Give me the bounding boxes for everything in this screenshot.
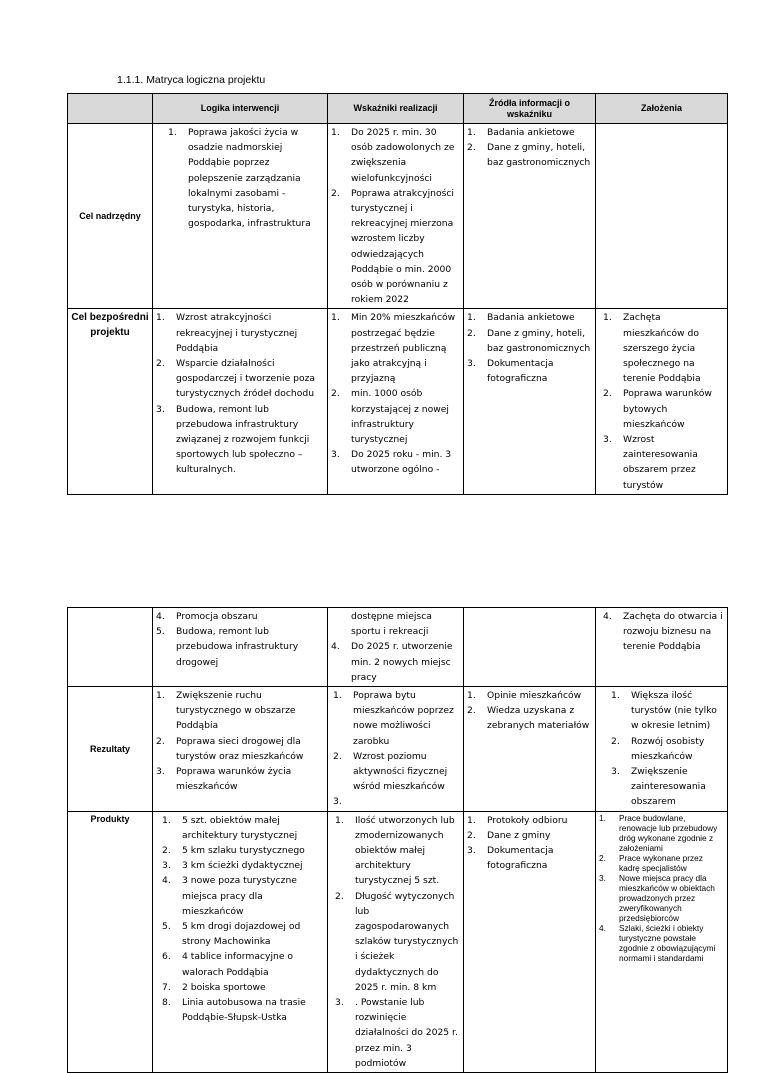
list-item-number: 1. [335,814,344,826]
list-item-text: Protokoły odbioru [487,814,568,826]
list-item-text: Opinie mieszkańców [487,690,582,702]
list-item-number: 3. [599,872,606,883]
list-item [331,447,460,477]
list-item-number: 2. [156,358,165,370]
list-item [156,609,324,624]
cell-zrodla [464,309,596,494]
cell-logika [153,687,328,812]
list-item [331,125,460,186]
header-logika: Logika interwencji [153,94,328,124]
list-item-number: 3. [156,766,165,778]
row-label: Rezultaty [68,687,153,812]
list-item-text: Prace budowlane, renowacje lub przebudowy dróg wykonane zgodnie z założeniami [619,812,718,853]
list-item-number: 3. [467,845,476,857]
header-zalozenia: Założenia [596,94,728,124]
logic-matrix-table-page1 [67,93,728,495]
list-item [467,326,592,356]
list-item-number: 2. [333,750,342,762]
list-item-number: 1. [467,814,476,826]
list-item [467,828,592,843]
list-item-number [331,609,351,639]
list-item-text: Budowa, remont lub przebudowa infrastruktury drogowej [176,626,299,668]
table-row [68,811,728,1072]
list-item-text: Dane z gminy, hoteli, baz gastronomicznych [487,327,591,354]
list-item-number: 4. [331,641,340,653]
list-item [467,125,592,140]
list-item-number: 1. [331,127,340,138]
list-item-number: 3. [611,766,620,778]
list-item-text: Linia autobusowa na trasie Poddąbie-Słupsk-Ustka [182,997,306,1024]
list-item-text: Dane z gminy [487,829,551,841]
cell-zrodla [464,687,596,812]
list-item-number: 3. [162,860,171,872]
list-item-number: 2. [603,388,612,400]
list-item-text: Dokumentacja fotograficzna [487,358,554,385]
list-item-text: Poprawa sieci drogowej dla turystów oraz mieszkańców [176,735,304,762]
table-row [68,608,728,687]
row-label [68,608,153,687]
list-item [611,764,724,810]
list-item-number: 1. [168,127,177,138]
header-zrodla: Źródła informacji o wskaźniku [464,94,596,124]
list-item-text: Badania ankietowe [487,127,575,138]
list-item [333,794,460,809]
list-item-text: Zwiększenie zainteresowania obszarem [631,766,706,808]
list-item-number: 2. [467,327,476,339]
list-item [156,734,324,764]
list-item-number: 1. [611,690,620,702]
list-item-text: Nowe miejsca pracy dla mieszkańców w obiektach prowadzonych przez zweryfikowanych przedsiębiorców [619,872,715,923]
list-item [331,639,460,685]
list-item [603,386,724,432]
list-item-number: 7. [162,981,171,993]
cell-logika [153,124,328,309]
list-item-number: 2. [331,187,340,199]
list-item-number: 2. [599,852,606,863]
list-item-text: dostępne miejsca sportu i rekreacji [351,611,432,638]
cell-zalozenia [596,811,728,1072]
list-item-number: 4. [162,875,171,887]
list-item-text: Poprawa bytu mieszkańców poprzez nowe możliwości zarobku [353,690,454,747]
cell-logika [153,309,328,494]
list-item [331,310,460,386]
list-item-text: Wzrost poziomu aktywności fizycznej wśród mieszkańców [353,750,448,793]
list-item [331,609,460,639]
list-item-number: 3. [467,358,476,370]
row-label: Cel bezpośredni projektu [68,309,153,494]
list-item [156,356,324,402]
list-item-text: Poprawa atrakcyjności turystycznej i rekreacyjnej mierzona wzrostem liczby odwiedzających Poddąbie o min. 2000 osób w porównaniu z rokiem 2022 [351,187,454,306]
list-item-number: 1. [467,312,476,324]
list-item-number: 1. [162,814,171,826]
list-item-text: Zachęta do otwarcia i rozwoju biznesu na terenie Poddąbia [623,611,723,653]
list-item [611,734,724,764]
list-item [599,923,724,963]
list-item [335,813,460,889]
cell-logika [153,811,328,1072]
list-item [331,386,460,447]
table-row [68,309,728,494]
list-item [467,356,592,386]
list-item-text: Poprawa warunków życia mieszkańców [176,766,292,793]
list-item [467,813,592,828]
list-item-number: 3. [333,796,342,808]
list-item-text: Zachęta mieszkańców do szerszego życia społecznego na terenie Poddąbia [623,312,701,385]
list-item [162,813,324,843]
list-item-number: 1. [603,312,612,324]
table-row [68,124,728,309]
list-item [156,402,324,478]
list-item-number: 1. [331,312,340,324]
list-item-number: 2. [611,735,620,747]
list-item-text: Budowa, remont lub przebudowa infrastruktury związanej z rozwojem funkcji sportowych lub społeczno – kulturalnych. [176,403,310,476]
list-item-text: Szlaki, ścieżki i obiekty turystyczne powstałe zgodnie z obowiązującymi normami i standardami [619,922,716,963]
list-item [168,125,324,231]
cell-wskazniki [328,687,464,812]
cell-wskazniki [328,608,464,687]
list-item [599,853,724,873]
list-item-text: 5 km szlaku turystycznego [182,845,305,857]
list-item-number: 5. [162,921,171,933]
list-item [335,995,460,1071]
list-item-number: 3. [156,403,165,415]
list-item [162,980,324,995]
list-item-text: 4 tablice informacyjne o walorach Poddąbia [182,951,294,978]
list-item-text: Min 20% mieszkańców postrzegać będzie przestrzeń publiczną jako atrakcyjną i przyjazną [351,312,456,385]
list-item-number: 6. [162,951,171,963]
list-item [156,764,324,794]
cell-logika [153,608,328,687]
list-item-number: 8. [162,997,171,1009]
row-label: Produkty [68,811,153,1072]
cell-zalozenia [596,687,728,812]
list-item-text: Wsparcie działalności gospodarczej i tworzenie poza turystycznych źródeł dochodu [176,358,316,400]
list-item-text: Ilość utworzonych lub zmodernizowanych obiektów małej architektury turystycznej 5 szt. [355,814,455,887]
list-item-number: 1. [467,690,476,702]
section-heading: 1.1.1. Matryca logiczna projektu [117,74,266,86]
list-item [611,688,724,734]
list-item [156,688,324,734]
list-item [156,310,324,356]
list-item-text: Dokumentacja fotograficzna [487,845,554,872]
list-item-number: 2. [156,735,165,747]
list-item [599,873,724,923]
list-item-number: 1. [599,812,606,823]
list-item [467,703,592,733]
list-item [599,813,724,853]
list-item-number: 3. [335,997,344,1009]
list-item-number: 4. [599,922,606,933]
list-item-text: 3 nowe poza turystyczne miejsca pracy dla mieszkańców [182,875,297,917]
list-item-text: Poprawa warunków bytowych mieszkańców [623,388,712,430]
list-item-text: min. 1000 osób korzystającej z nowej infrastruktury turystycznej [351,388,449,446]
list-item-text: 5 szt. obiektów małej architektury turystycznej [182,814,298,841]
list-item-text: Wzrost zainteresowania obszarem przez turystów [623,434,698,491]
list-item-number: 2. [467,705,476,717]
list-item [331,186,460,308]
cell-zrodla [464,124,596,309]
list-item-number: 1. [156,312,165,324]
list-item [467,688,592,703]
list-item-text: Prace wykonane przez kadrę specjalistów [619,852,703,873]
logic-matrix-table-page2 [67,607,728,1073]
list-item [162,995,324,1025]
list-item-text: Poprawa jakości życia w osadzie nadmorskiej Poddąbie poprzez polepszenie zarządzania lokalnymi zasobami -turystyka, historia, gospodarka, infrastruktura [188,127,311,230]
list-item-text: Do 2025 r. min. 30 osób zadowolonych ze zwiększenia wielofunkcyjności [351,127,455,184]
list-item [467,843,592,873]
list-item-text: Większa ilość turystów (nie tylko w okresie letnim) [631,690,717,732]
list-item-text: Dane z gminy, hoteli, baz gastronomicznych [487,142,591,169]
list-item-number: 5. [156,626,165,638]
list-item [162,949,324,979]
list-item-text: 5 km drogi dojazdowej od strony Machowinka [182,921,301,948]
list-item-text: 2 boiska sportowe [182,981,266,993]
list-item-number: 4. [156,611,165,622]
cell-zalozenia [596,309,728,494]
list-item [162,858,324,873]
list-item-text: Długość wytyczonych lub zagospodarowanych szlaków turystycznych i ścieżek dydaktycznych do 2025 r. min. 8 km [355,890,459,993]
list-item-text: 3 km ścieżki dydaktycznej [182,860,303,872]
list-item-text: Do 2025 r. utworzenie min. 2 nowych miejsc pracy [351,641,453,683]
list-item-number: 2. [331,388,340,400]
cell-zrodla [464,608,596,687]
list-item [603,310,724,386]
list-item-text: Zwiększenie ruchu turystycznego w obszarze Poddąbia [176,690,296,732]
list-item-number: 2. [467,142,476,154]
cell-zalozenia [596,608,728,687]
table-row [68,687,728,812]
list-item-number: 4. [603,611,612,622]
list-item-text: Badania ankietowe [487,312,575,324]
list-item-text: Rozwój osobisty mieszkańców [631,735,705,762]
list-item-number: 2. [162,845,171,857]
list-item-number: 1. [156,690,165,702]
list-item-text [353,794,460,809]
list-item [467,310,592,325]
list-item-number: 2. [335,890,344,902]
list-item-text: Do 2025 roku - min. 3 utworzone ogólno - [351,449,452,476]
list-item-number: 2. [467,829,476,841]
list-item [162,843,324,858]
list-item-number: 1. [467,127,476,138]
list-item-text: Promocja obszaru [176,611,258,622]
cell-wskazniki [328,811,464,1072]
list-item [467,140,592,170]
list-item-text: Wiedza uzyskana z zebranych materiałów [487,705,590,732]
list-item-text: . Powstanie lub rozwinięcie działalności do 2025 r. przez min. 3 podmiotów [355,997,458,1069]
header-wskazniki: Wskaźniki realizacji [328,94,464,124]
row-label: Cel nadrzędny [68,124,153,309]
cell-wskazniki [328,309,464,494]
list-item [603,432,724,493]
list-item [156,624,324,670]
header-row [68,94,728,124]
cell-zalozenia [596,124,728,309]
list-item-number: 3. [603,434,612,446]
list-item [603,609,724,655]
list-item-number: 1. [333,690,342,702]
list-item [333,688,460,749]
list-item-text: Wzrost atrakcyjności rekreacyjnej i turystycznej Poddąbia [176,312,298,354]
cell-zrodla [464,811,596,1072]
header-empty [68,94,153,124]
cell-wskazniki [328,124,464,309]
list-item-number: 3. [331,449,340,461]
list-item [162,919,324,949]
list-item [162,873,324,919]
list-item [335,889,460,995]
list-item [333,749,460,795]
